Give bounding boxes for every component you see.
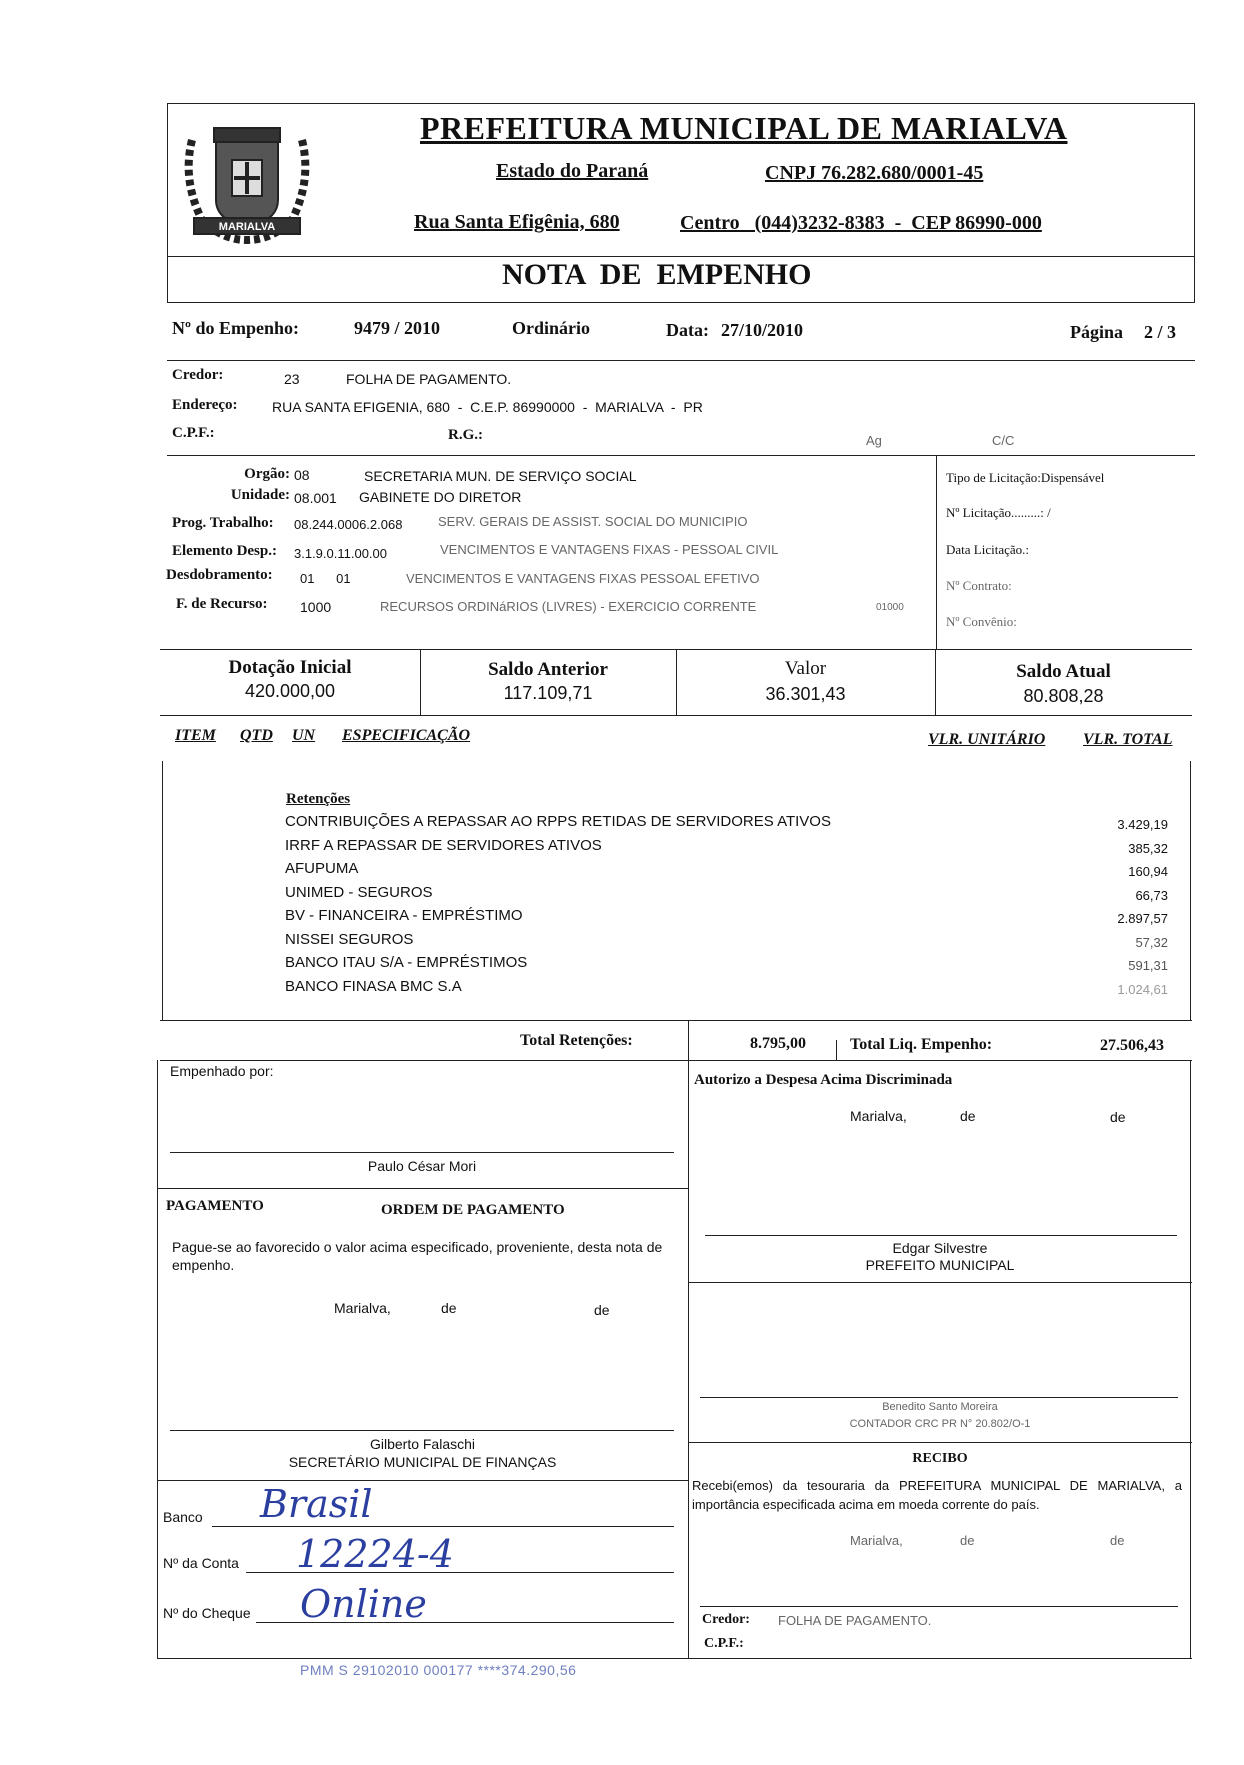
pague-city: Marialva, <box>334 1300 391 1316</box>
pagamento-title: PAGAMENTO <box>166 1198 264 1214</box>
summary-sep-1 <box>688 1020 689 1060</box>
unidade-label: Unidade: <box>230 487 290 503</box>
empenhado-label: Empenhado por: <box>170 1063 274 1079</box>
budget-top <box>167 455 1195 456</box>
contador-sign-line <box>700 1397 1178 1398</box>
retencao-desc: AFUPUMA <box>285 860 359 877</box>
valor-label: Valor <box>784 658 827 679</box>
empenho-divider <box>167 360 1195 361</box>
banco-label: Banco <box>163 1509 203 1525</box>
items-right-border <box>1190 761 1191 1020</box>
recibo-de-2: de <box>1110 1533 1125 1548</box>
page-label: Página <box>1070 322 1124 342</box>
recurso-label: F. de Recurso: <box>176 596 268 612</box>
credor-name: FOLHA DE PAGAMENTO. <box>346 371 512 387</box>
retencoes-title: Retenções <box>286 791 351 807</box>
retencao-desc: BV - FINANCEIRA - EMPRÉSTIMO <box>285 907 523 924</box>
retencao-value: 591,31 <box>1128 958 1168 973</box>
autorizo-de-2: de <box>1110 1109 1126 1125</box>
banco-line <box>212 1526 674 1527</box>
saldo-atual-value: 80.808,28 <box>1023 686 1104 706</box>
recibo-credor-label: Credor: <box>702 1612 750 1627</box>
col-vlr-total: VLR. TOTAL <box>1083 731 1173 748</box>
empenho-number: 9479 / 2010 <box>354 318 441 338</box>
retencao-desc: BANCO ITAU S/A - EMPRÉSTIMOS <box>285 954 528 971</box>
retencao-desc: UNIMED - SEGUROS <box>285 883 433 901</box>
prefeito-sign-line <box>705 1235 1177 1236</box>
saldo-atual-label: Saldo Atual <box>1016 661 1111 682</box>
prefeito-title: PREFEITO MUNICIPAL <box>865 1257 1015 1273</box>
conta-handwritten: 12224-4 <box>296 1532 454 1576</box>
prefeito-name: Edgar Silvestre <box>892 1240 988 1256</box>
budget-divider <box>936 455 937 650</box>
ordem-pagamento-title: ORDEM DE PAGAMENTO <box>381 1202 565 1218</box>
recibo-credor-name: FOLHA DE PAGAMENTO. <box>778 1613 932 1628</box>
autorizo-de-1: de <box>960 1108 976 1124</box>
orgao-desc: SECRETARIA MUN. DE SERVIÇO SOCIAL <box>364 468 637 484</box>
autorizo-text: Autorizo a Despesa Acima Discriminada <box>694 1072 953 1088</box>
conta-label: Nº da Conta <box>163 1555 239 1571</box>
lower-left-border <box>157 1060 158 1658</box>
retencao-value: 66,73 <box>1135 887 1168 903</box>
retencao-value: 57,32 <box>1135 934 1168 950</box>
items-left-border <box>162 761 163 1020</box>
elemento-label: Elemento Desp.: <box>172 543 277 559</box>
retencao-value: 385,32 <box>1128 840 1168 856</box>
orgao-code: 08 <box>294 467 310 483</box>
cheque-label: Nº do Cheque <box>163 1605 251 1621</box>
licitacao-numero: Nº Licitação.........: / <box>946 505 1051 520</box>
retencao-value: 3.429,19 <box>1117 817 1168 832</box>
address-label: Endereço: <box>172 397 238 413</box>
pague-de-1: de <box>441 1300 457 1316</box>
licitacao-tipo: Tipo de Licitação:Dispensável <box>946 470 1105 485</box>
dotacao-label: Dotação Inicial <box>228 657 352 678</box>
convenio: Nº Convênio: <box>946 614 1017 629</box>
retencao-desc: IRRF A REPASSAR DE SERVIDORES ATIVOS <box>285 836 602 854</box>
desdobramento-code: 01 01 <box>300 571 351 586</box>
total-liquido-label: Total Liq. Empenho: <box>850 1036 993 1053</box>
lower-right-border <box>1190 1060 1191 1658</box>
date-value: 27/10/2010 <box>721 320 804 340</box>
col-qtd: QTD <box>240 727 273 744</box>
desdobramento-label: Desdobramento: <box>166 567 273 583</box>
empenhado-name: Paulo César Mori <box>367 1158 477 1174</box>
district-phone-cep: Centro (044)3232-8383 - CEP 86990-000 <box>680 212 1042 234</box>
summary-top <box>160 1020 1192 1021</box>
saldo-anterior-label: Saldo Anterior <box>488 659 608 680</box>
total-liquido-value: 27.506,43 <box>1100 1037 1164 1054</box>
cnpj: CNPJ 76.282.680/0001-45 <box>765 162 984 184</box>
recibo-city: Marialva, <box>850 1533 903 1548</box>
prefeito-box-bottom <box>688 1282 1192 1283</box>
col-un: UN <box>292 727 316 744</box>
retencao-desc: CONTRIBUIÇÕES A REPASSAR AO RPPS RETIDAS DE SERVIDORES ATIVOS <box>285 813 831 830</box>
recibo-text: Recebi(emos) da tesouraria da PREFEITURA MUNICIPAL DE MARIALVA, a importância especificada acima em moeda corrente do país. <box>692 1478 1182 1512</box>
payment-stamp: PMM S 29102010 000177 ****374.290,56 <box>300 1662 577 1678</box>
prog-desc: SERV. GERAIS DE ASSIST. SOCIAL DO MUNICIPIO <box>438 514 748 529</box>
unidade-code: 08.001 <box>294 490 337 506</box>
secretario-name: Gilberto Falaschi <box>369 1436 476 1452</box>
contador-name: Benedito Santo Moreira <box>882 1401 998 1413</box>
retencao-desc: NISSEI SEGUROS <box>285 930 414 948</box>
col-item: ITEM <box>175 727 216 744</box>
elemento-code: 3.1.9.0.11.00.00 <box>294 546 388 561</box>
total-retencoes-label: Total Retenções: <box>520 1032 633 1049</box>
desdobramento-desc: VENCIMENTOS E VANTAGENS FIXAS PESSOAL EFETIVO <box>406 571 760 586</box>
contador-title: CONTADOR CRC PR N° 20.802/O-1 <box>849 1418 1031 1430</box>
col-especificacao: ESPECIFICAÇÃO <box>342 727 471 744</box>
retencao-value: 160,94 <box>1128 864 1168 879</box>
contador-box-bottom <box>688 1442 1192 1443</box>
recurso-extra: 01000 <box>876 602 904 613</box>
doc-title: NOTA DE EMPENHO <box>502 258 812 291</box>
ag-label: Ag <box>866 433 882 448</box>
elemento-desc: VENCIMENTOS E VANTAGENS FIXAS - PESSOAL CIVIL <box>440 542 779 557</box>
cpf-label: C.P.F.: <box>172 425 215 441</box>
pague-de-2: de <box>594 1302 610 1318</box>
retencao-value: 1.024,61 <box>1117 981 1168 997</box>
header-divider <box>167 256 1195 257</box>
saldo-anterior-value: 117.109,71 <box>503 683 593 703</box>
lower-bottom <box>157 1658 1192 1659</box>
recurso-code: 1000 <box>300 599 332 615</box>
totals-bottom <box>160 715 1192 716</box>
summary-sep-2 <box>836 1040 837 1060</box>
credor-label: Credor: <box>172 367 224 383</box>
pague-text: Pague-se ao favorecido o valor acima especificado, proveniente, desta nota de empenho. <box>172 1239 663 1273</box>
lower-middle-border <box>688 1060 689 1658</box>
retencao-value: 2.897,57 <box>1117 911 1168 926</box>
recibo-de-1: de <box>960 1533 975 1548</box>
retencao-desc: BANCO FINASA BMC S.A <box>285 977 462 995</box>
recurso-desc: RECURSOS ORDINáRIOS (LIVRES) - EXERCICIO CORRENTE <box>380 599 757 614</box>
state-name: Estado do Paraná <box>496 160 649 182</box>
page-value: 2 / 3 <box>1144 322 1177 342</box>
secretario-box-bottom <box>157 1480 688 1481</box>
valor-value: 36.301,43 <box>765 684 846 704</box>
contrato: Nº Contrato: <box>946 578 1012 593</box>
crest-text: MARIALVA <box>218 221 276 233</box>
col-vlr-unitario: VLR. UNITÁRIO <box>928 731 1046 748</box>
municipal-coat-of-arms-icon <box>172 100 322 250</box>
empenho-number-label: Nº do Empenho: <box>172 318 299 338</box>
prog-label: Prog. Trabalho: <box>172 515 274 531</box>
total-retencoes-value: 8.795,00 <box>750 1035 806 1052</box>
empenhado-sign-line <box>170 1152 674 1153</box>
orgao-label: Orgão: <box>244 466 290 482</box>
credor-code: 23 <box>284 371 300 387</box>
org-name: PREFEITURA MUNICIPAL DE MARIALVA <box>420 110 1068 146</box>
secretario-title: SECRETÁRIO MUNICIPAL DE FINANÇAS <box>288 1454 557 1470</box>
prog-code: 08.244.0006.2.068 <box>294 517 403 532</box>
banco-handwritten: Brasil <box>260 1482 373 1526</box>
summary-bottom <box>160 1060 1192 1061</box>
recibo-sign-line <box>700 1606 1178 1607</box>
secretario-sign-line <box>170 1430 674 1431</box>
recibo-cpf-label: C.P.F.: <box>704 1636 744 1651</box>
street-address: Rua Santa Efigênia, 680 <box>414 211 620 233</box>
licitacao-data: Data Licitação.: <box>946 542 1030 557</box>
cc-label: C/C <box>992 433 1015 448</box>
autorizo-city: Marialva, <box>850 1108 907 1124</box>
unidade-desc: GABINETE DO DIRETOR <box>359 489 522 505</box>
recibo-title: RECIBO <box>912 1451 968 1466</box>
empenhado-box-bottom <box>157 1188 688 1189</box>
empenho-type: Ordinário <box>512 318 591 338</box>
date-label: Data: <box>666 320 709 340</box>
rg-label: R.G.: <box>448 427 483 443</box>
dotacao-value: 420.000,00 <box>244 681 336 701</box>
address: RUA SANTA EFIGENIA, 680 - C.E.P. 86990000 - MARIALVA - PR <box>272 399 703 415</box>
cheque-handwritten: Online <box>300 1582 427 1626</box>
